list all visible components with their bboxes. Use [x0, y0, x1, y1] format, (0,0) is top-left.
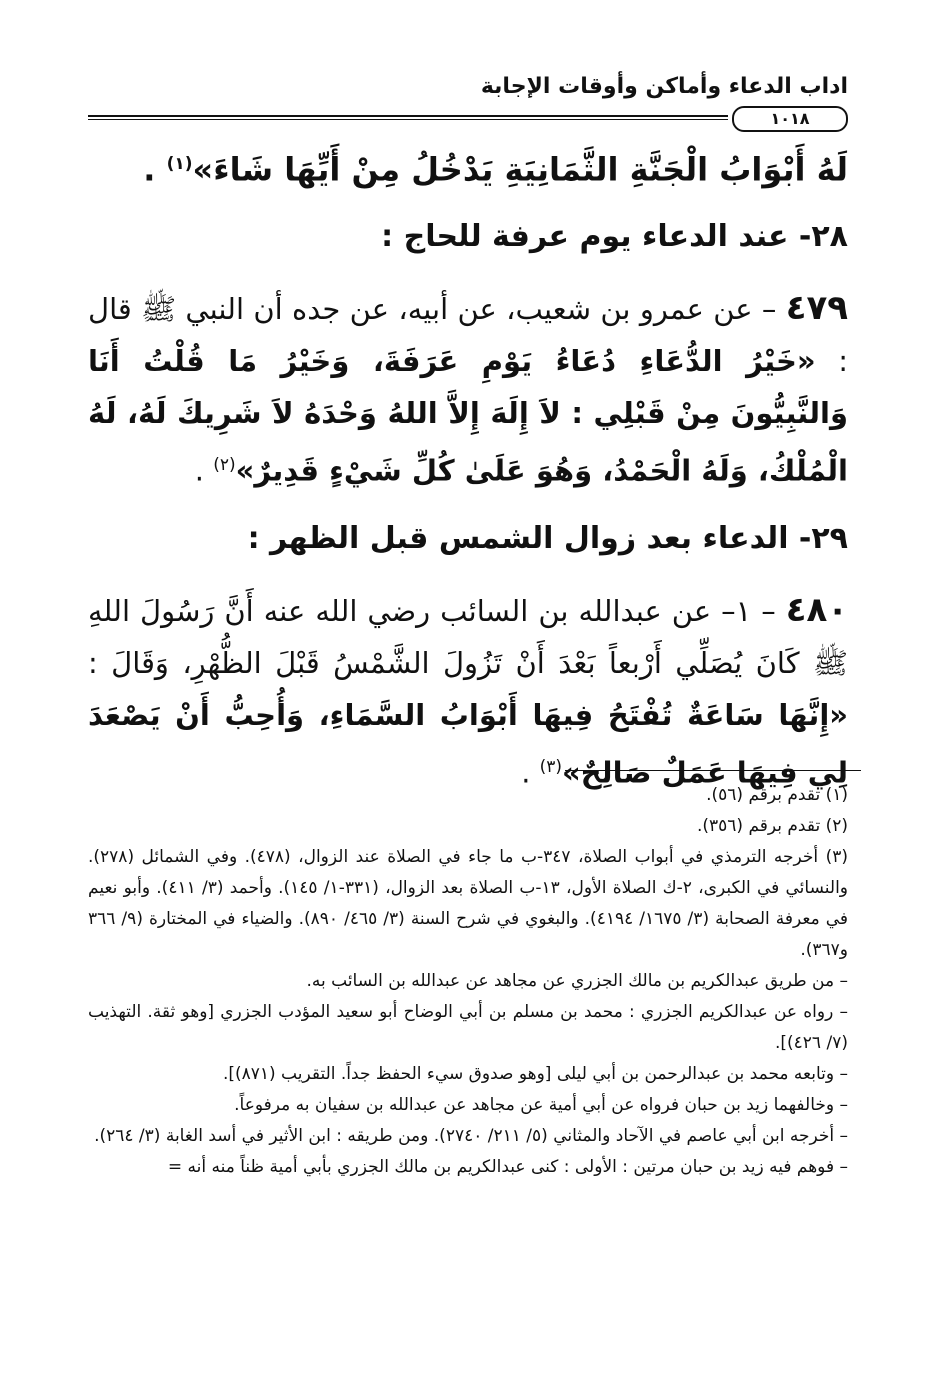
- footnote-3: (٣) أخرجه الترمذي في أبواب الصلاة، ٣٤٧-ب ما جاء في الصلاة عند الزوال، (٤٧٨). وفي الشمائل (٢٧٨). والنسائي في الكبرى، ٢-ك الصلاة الأول، ١٣-ب الصلاة بعد الزوال، (٣٣١-١/ ١٤٥). وأحمد (٣/ ٤١١). وأبو نعيم في معرفة الصحابة (٣/ ١٦٧٥/ ٤١٩٤). والبغوي في شرح السنة (٣/ ٤٦٥/ ٨٩٠). والضياء في المختارة (٩/ ٣٦٦ و٣٦٧).: [88, 847, 849, 960]
- footnote-ref-3: (٣): [539, 757, 563, 778]
- section-heading-28: ٢٨- عند الدعاء يوم عرفة للحاج :: [381, 218, 848, 254]
- header-rule-row: [88, 106, 848, 128]
- hadith-479-number: ٤٧٩: [785, 287, 848, 328]
- header-rule: [88, 115, 728, 120]
- hadith-479: [88, 282, 848, 497]
- hadith-479-end: .: [194, 453, 204, 488]
- footnote-3-note-f: – فوهم فيه زيد بن حبان مرتين : الأولى : كنى عبدالكريم بن مالك الجزري بأبي أمية ظناً منه أنه =: [167, 1157, 848, 1177]
- footnotes: [88, 780, 848, 1183]
- hadith-480-intro: – ١– عن عبدالله بن السائب رضي الله عنه أَنَّ رَسُولَ اللهِ ﷺ كَانَ يُصَلِّي أَرْبعاً بَعْدَ أَنْ تَزُولَ الشَّمْسُ قَبْلَ الظُّهْرِ، وَقَالَ :: [88, 594, 848, 681]
- verse-line: [88, 138, 848, 196]
- footnote-ref-1: (١): [166, 154, 193, 174]
- main-text: [88, 138, 848, 819]
- footnote-3-note-a: – من طريق عبدالكريم بن مالك الجزري عن مجاهد عن عبدالله بن السائب به.: [306, 971, 848, 991]
- hadith-480-text: «إِنَّهَا سَاعَةٌ تُفْتَحُ فِيهَا أَبْوَابُ السَّمَاءِ، وَأُحِبُّ أَنْ يَصْعَدَ لِي فِيهَا عَمَلٌ صَالِحٌ»: [88, 698, 848, 790]
- footnote-2: (٢) تقدم برقم (٣٥٦).: [696, 816, 848, 836]
- section-heading-29: ٢٩- الدعاء بعد زوال الشمس قبل الظهر :: [247, 521, 848, 557]
- footnote-separator: [565, 770, 861, 771]
- hadith-480: [88, 584, 848, 799]
- page-number: ١٠١٨: [732, 106, 848, 132]
- footnote-3-note-c: – وتابعه محمد بن عبدالرحمن بن أبي ليلى [وهو صدوق سيء الحفظ جداً. التقريب (٨٧١)].: [222, 1064, 848, 1084]
- page-header: [88, 70, 848, 128]
- hadith-479-text: «خَيْرُ الدُّعَاءِ دُعَاءُ يَوْمِ عَرَفَةَ، وَخَيْرُ مَا قُلْتُ أَنَا وَالنَّبِيُّونَ مِنْ قَبْلِي : لاَ إِلَهَ إِلاَّ اللهُ وَحْدَهُ لاَ شَرِيكَ لَهُ، لَهُ الْمُلْكُ، وَلَهُ الْحَمْدُ، وَهُوَ عَلَىٰ كُلِّ شَيْءٍ قَدِيرٌ»: [88, 343, 848, 488]
- running-title: اداب الدعاء وأماكن وأوقات الإجابة: [480, 74, 848, 99]
- footnote-1: (١) تقدم برقم (٥٦).: [706, 785, 848, 805]
- hadith-480-number: ٤٨٠: [785, 590, 848, 631]
- footnote-3-note-e: – أخرجه ابن أبي عاصم في الآحاد والمثاني (٥/ ٢١١/ ٢٧٤٠). ومن طريقه : ابن الأثير في أسد الغابة (٣/ ٢٦٤).: [94, 1126, 848, 1146]
- hadith-479-intro: – عن عمرو بن شعيب، عن أبيه، عن جده أن النبي ﷺ قال :: [88, 291, 849, 378]
- footnote-3-note-b: – رواه عن عبدالكريم الجزري : محمد بن مسلم بن أبي الوضاح أبو سعيد المؤدب الجزري [وهو ثقة. التهذيب (٧/ ٤٢٦)].: [88, 1002, 848, 1053]
- footnote-ref-2: (٢): [213, 454, 236, 475]
- verse-end: .: [143, 150, 156, 189]
- verse-text: لَهُ أَبْوَابُ الْجَنَّةِ الثَّمَانِيَةِ يَدْخُلُ مِنْ أَيِّهَا شَاءَ»: [192, 150, 848, 189]
- footnote-3-note-d: – وخالفهما زيد بن حبان فرواه عن أبي أمية عن مجاهد عن عبدالله بن سفيان به مرفوعاً.: [234, 1095, 848, 1115]
- hadith-480-end: .: [521, 755, 531, 790]
